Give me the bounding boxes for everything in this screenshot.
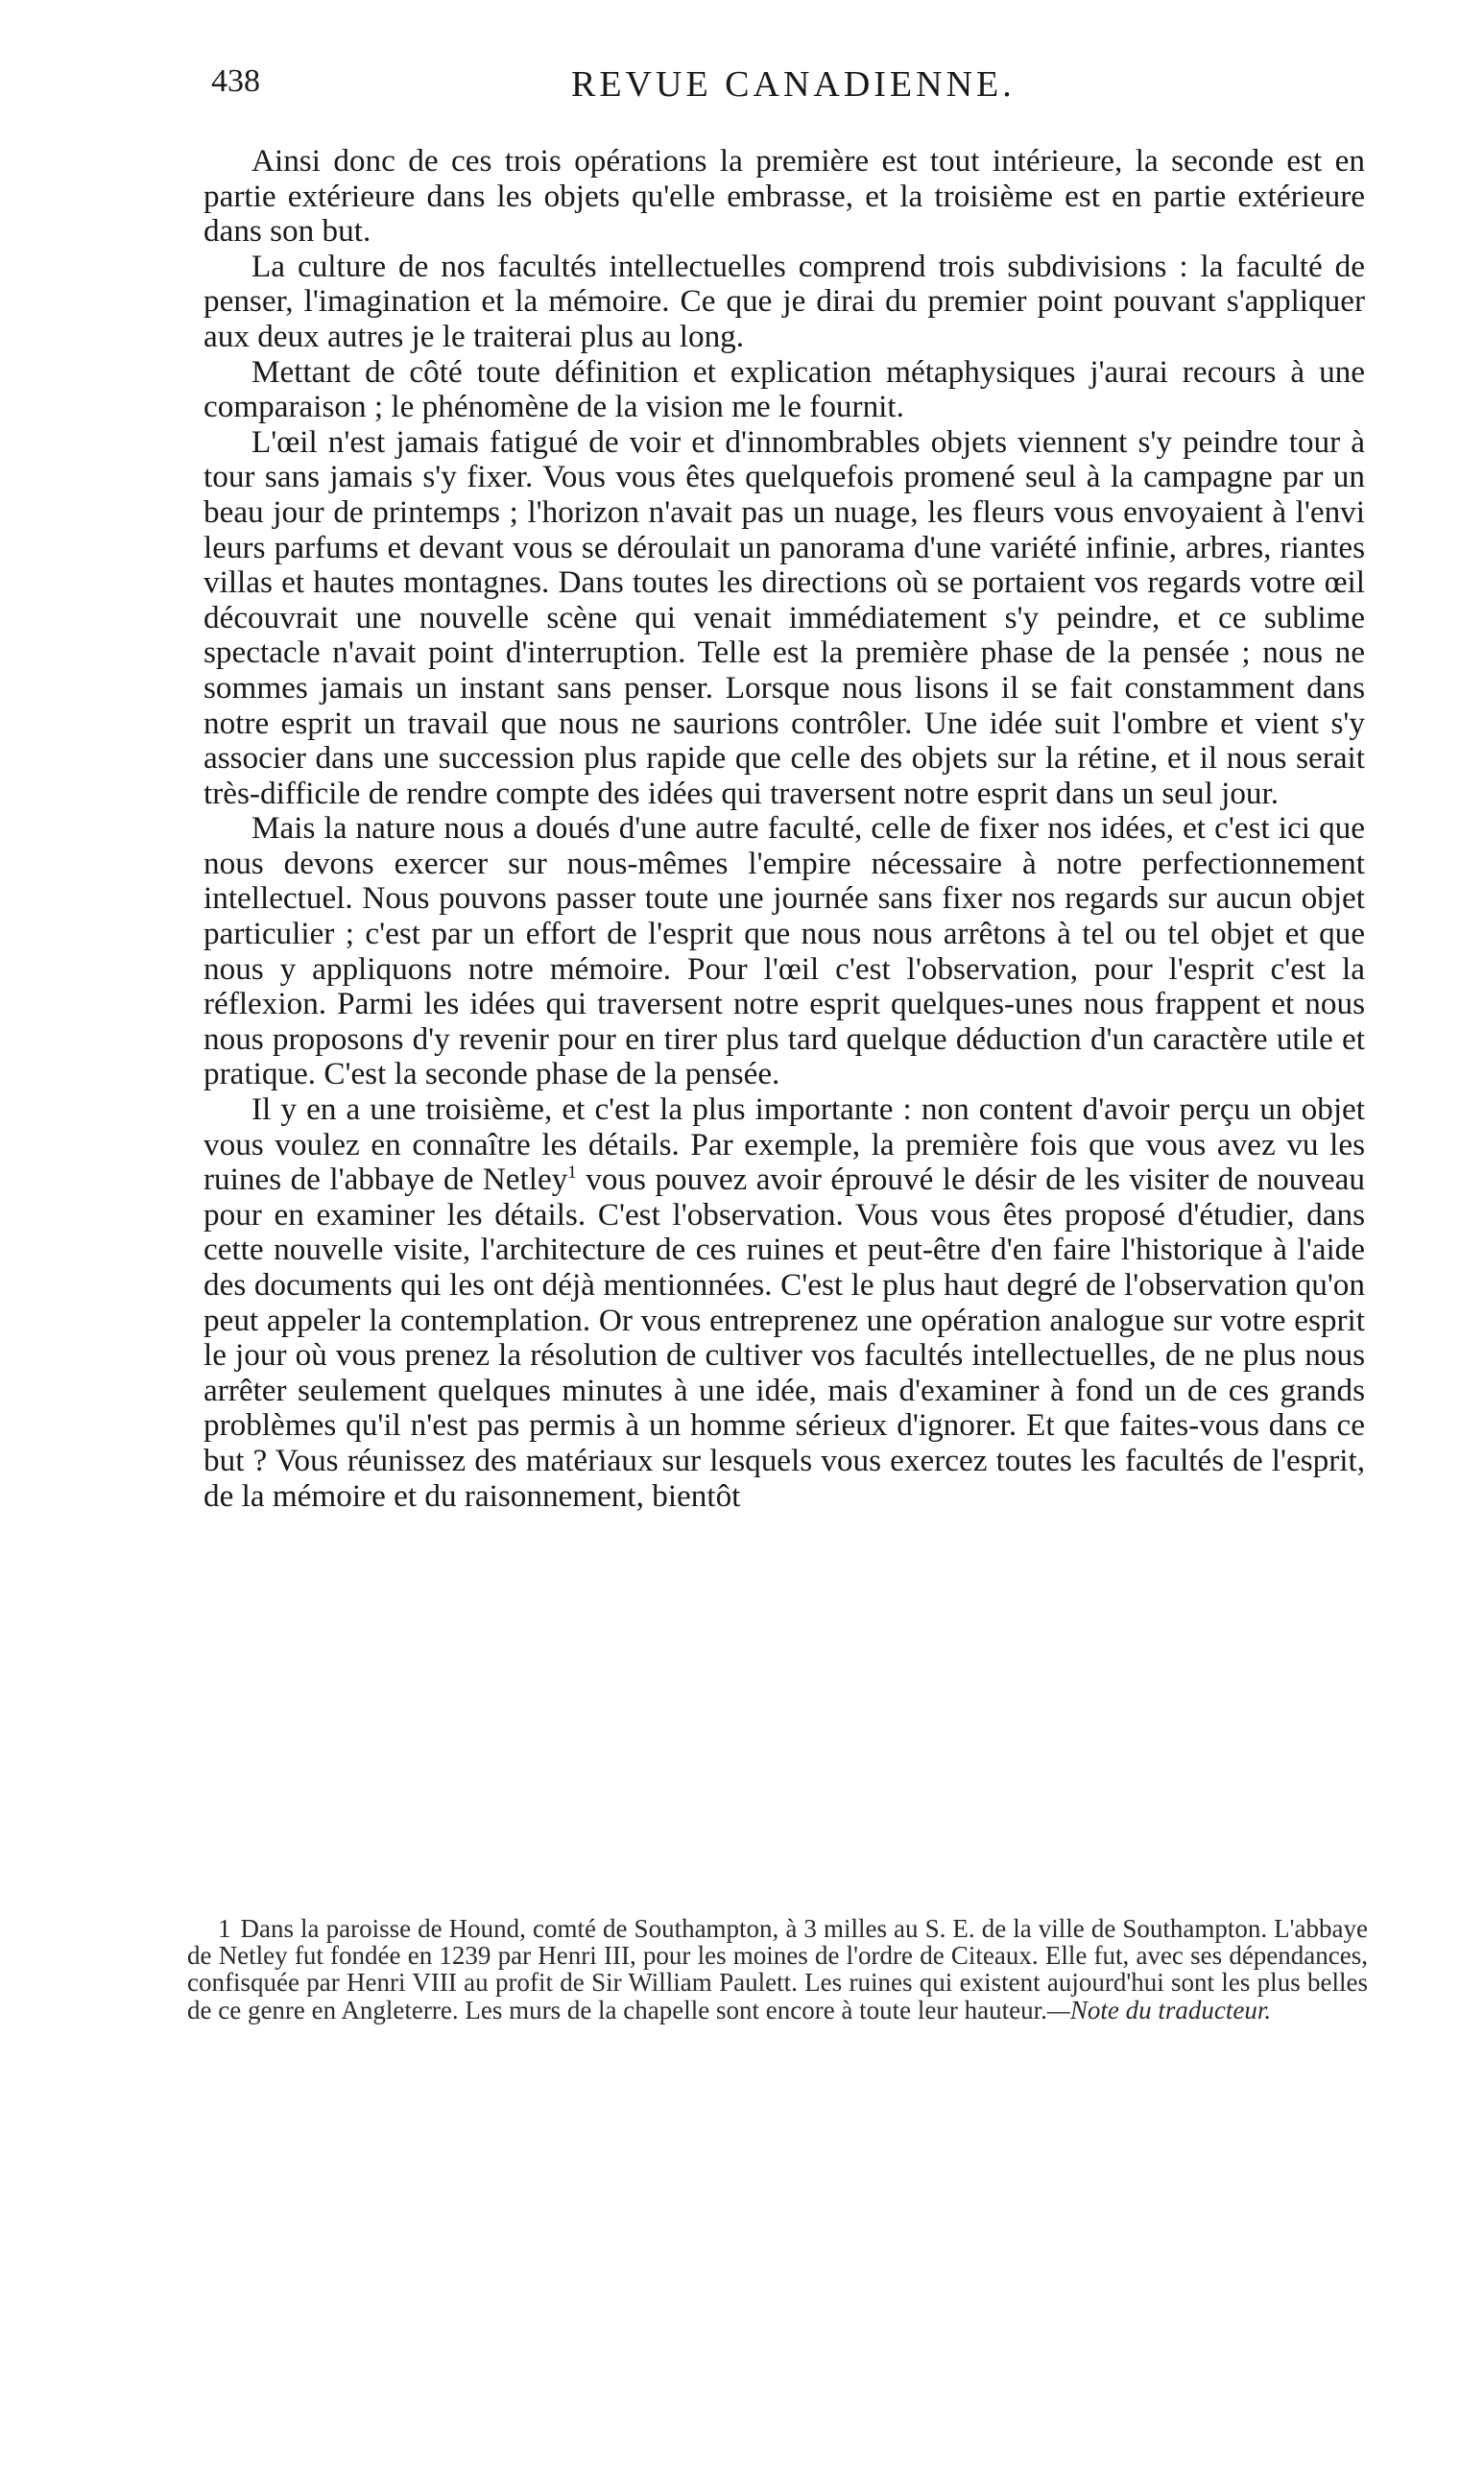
paragraph: L'œil n'est jamais fatigué de voir et d'innombrables objets viennent s'y peindre tour à tour sans jamais s'y fixer. Vous vous êtes quelquefois promené seul à la campagne par un beau jour de printemps ; l'horizon n'avait pas un nuage, les fleurs vous envoyaient à l'envi leurs parfums et devant vous se déroulait un panorama d'une variété infinie, arbres, riantes villas et hautes montagnes. Dans toutes les directions où se portaient vos regards votre œil découvrait une nouvelle scène qui venait immédiatement s'y peindre, et ce sublime spectacle n'avait point d'interruption. Telle est la première phase de la pensée ; nous ne sommes jamais un instant sans penser. Lorsque nous lisons il se fait constamment dans notre esprit un travail que nous ne saurions contrôler. Une idée suit l'ombre et vient s'y associer dans une succession plus rapide que celle des objets sur la rétine, et il nous serait très-difficile de rendre compte des idées qui traversent notre esprit dans un seul jour.: [203, 423, 1365, 811]
paragraph: [203, 1092, 1365, 1514]
main-text: [203, 144, 1365, 1514]
paragraph: La culture de nos facultés intellectuelles comprend trois subdivisions : la faculté de penser, l'imagination et la mémoire. Ce que je dirai du premier point pouvant s'appliquer aux deux autres je le traiterai plus au long.: [203, 248, 1365, 354]
paragraph: Mais la nature nous a doués d'une autre faculté, celle de fixer nos idées, et c'est ici que nous devons exercer sur nous-mêmes l'empire nécessaire à notre perfectionnement intellectuel. Nous pouvons passer toute une journée sans fixer nos regards sur aucun objet particulier ; c'est par un effort de l'esprit que nous nous arrêtons à tel ou tel objet et que nous y appliquons notre mémoire. Pour l'œil c'est l'observation, pour l'esprit c'est la réflexion. Parmi les idées qui traversent notre esprit quelques-unes nous frappent et nous nous proposons d'y revenir pour en tirer plus tard quelque déduction d'un caractère utile et pratique. C'est la seconde phase de la pensée.: [203, 810, 1365, 1092]
paragraph-text: vous pouvez avoir éprouvé le désir de les visiter de nouveau pour en examiner les détails. C'est l'observation. Vous vous êtes proposé d'étudier, dans cette nouvelle visite, l'architecture de ces ruines et peut-être d'en faire l'historique à l'aide des documents qui les ont déjà mentionnées. C'est le plus haut degré de l'observation qu'on peut appeler la contemplation. Or vous entreprenez une opération analogue sur votre esprit le jour où vous prenez la résolution de cultiver vos facultés intellectuelles, de ne plus nous arrêter seulement quelques minutes à une idée, mais d'examiner à fond un de ces grands problèmes qu'il n'est pas permis à un homme sérieux d'ignorer. Et que faites-vous dans ce but ? Vous réunissez des matériaux sur lesquels vous exercez toutes les facultés de l'esprit, de la mémoire et du raisonnement, bientôt: [203, 1162, 1366, 1514]
paragraph-text: Il y en a une troisième, et c'est la plus importante : non content d'avoir perçu un objet vous voulez en connaître les détails. Par exemple, la première fois que vous avez vu les ruines de l'abbaye de Netley: [203, 1091, 1365, 1198]
footnote-text: Dans la paroisse de Hound, comté de Southampton, à 3 milles au S. E. de la ville de Southampton. L'abbaye de Netley fut fondée en 1239 par Henri III, pour les moines de l'ordre de Citeaux. Elle fut, avec ses dépendances, confisquée par Henri VIII au profit de Sir William Paulett. Les ruines qui existent aujourd'hui sont les plus belles de ce genre en Angleterre. Les murs de la chapelle sont encore à toute leur hauteur.: [187, 1914, 1368, 2024]
page-number: 438: [211, 63, 260, 99]
page-header: [211, 56, 1363, 123]
footnote: [187, 1915, 1368, 2024]
paragraph: Mettant de côté toute définition et explication métaphysiques j'aurai recours à une comparaison ; le phénomène de la vision me le fournit.: [203, 353, 1365, 425]
footnotes: [187, 1915, 1368, 2024]
footnote-reference[interactable]: 1: [567, 1162, 577, 1184]
running-title: REVUE CANADIENNE.: [571, 64, 1016, 105]
footnote-marker: 1: [218, 1914, 231, 1943]
footnote-signature: —Note du traducteur.: [1046, 1995, 1272, 2024]
paragraph: Ainsi donc de ces trois opérations la première est tout intérieure, la seconde est en partie extérieure dans les objets qu'elle embrasse, et la troisième est en partie extérieure dans son but.: [203, 143, 1365, 250]
